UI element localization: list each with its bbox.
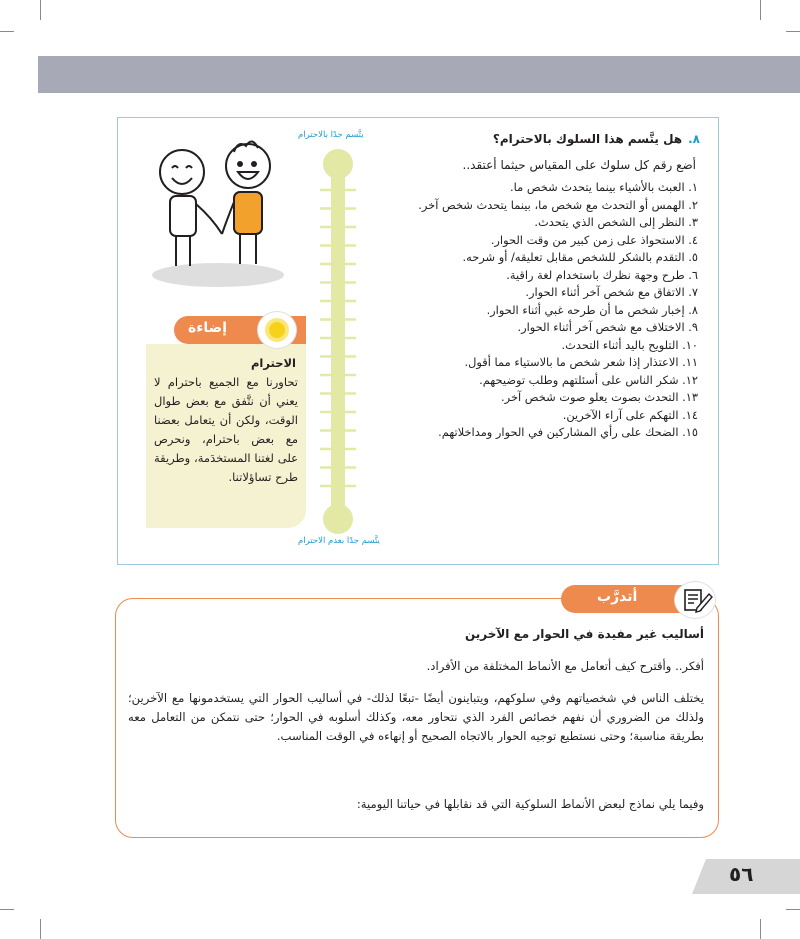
insight-body: تحاورنا مع الجميع باحترام لا يعني أن نتَّفق مع بعض طوال الوقت، ولكن أن يتعامل بعضنا مع بعض باحترام، ونحرص على لغتنا المستخدَمة، وطريقة طرح تساؤلاتنا. xyxy=(154,375,298,484)
behavior-item: ٨. إخبار شخص ما أن طرحه غبي أثناء الحوار. xyxy=(486,302,698,317)
insight-tab-label: إضاءة xyxy=(188,320,228,336)
page-number: ٥٦ xyxy=(729,862,754,886)
scale-top-label: يتَّسم جدًا بالاحترام xyxy=(298,130,364,140)
training-tab xyxy=(561,585,689,613)
behavior-item: ٦. طرح وجهة نظرك باستخدام لغة راقية. xyxy=(506,267,698,282)
behavior-item: ١٤. التهكم على آراء الآخرين. xyxy=(562,407,698,422)
insight-callout xyxy=(146,316,306,528)
activity-box xyxy=(117,117,719,565)
crop-mark xyxy=(40,919,41,939)
scale-top-circle xyxy=(323,149,353,179)
pencil-note-icon xyxy=(674,581,716,619)
behavior-item: ١٢. شكر الناس على أسئلتهم وطلب توضيحهم. xyxy=(479,372,698,387)
behavior-item: ٣. النظر إلى الشخص الذي يتحدث. xyxy=(534,215,698,229)
question-title xyxy=(493,132,700,146)
scale-bottom-label: يتَّسم جدًا بعدم الاحترام xyxy=(298,536,380,546)
behavior-item: ١١. الاعتذار إذا شعر شخص ما بالاستياء مما أقول. xyxy=(464,355,698,369)
behavior-item: ٤. الاستحواذ على زمن كبير من وقت الحوار. xyxy=(490,232,698,247)
behavior-item: ٥. التقدم بالشكر للشخص مقابل تعليقه/ أو شرحه. xyxy=(462,250,698,264)
behavior-list xyxy=(418,179,698,442)
question-instruction: أضع رقم كل سلوك على المقياس حيثما أعتقد.. xyxy=(462,158,696,172)
training-paragraph-2: يختلف الناس في شخصياتهم وفي سلوكهم، ويتباينون أيضًا -تبعًا لذلك- في أساليب الحوار التي يستخدمونها مع الآخرين؛ ولذلك من الضروري أن نفهم خصائص الفرد الذي نتحاور معه، وكذلك أسلوبه في الحوار؛ حتى نتمكن من التعامل معه بطريقة مناسبة؛ وحتى نستطيع توجيه الحوار بالاتجاه الصحيح أو إنهاءه في الوقت المناسب. xyxy=(128,691,704,743)
scale-bottom-circle xyxy=(323,504,353,534)
behavior-item: ٧. الاتفاق مع شخص آخر أثناء الحوار. xyxy=(525,285,698,299)
crop-mark xyxy=(40,0,41,20)
training-tab-label: أتدرَّب xyxy=(597,589,638,605)
crop-mark xyxy=(760,919,761,939)
training-box xyxy=(115,589,719,838)
behavior-item: ٩. الاختلاف مع شخص آخر أثناء الحوار. xyxy=(517,320,698,334)
behavior-item: ١٠. التلويح باليد أثناء التحدث. xyxy=(561,337,698,352)
behavior-item: ١. العبث بالأشياء بينما يتحدث شخص ما. xyxy=(510,180,698,194)
question-text: هل يتَّسم هذا السلوك بالاحترام؟ xyxy=(492,132,683,146)
friends-illustration xyxy=(146,140,286,290)
training-paragraph-3: وفيما يلي نماذج لبعض الأنماط السلوكية التي قد نقابلها في حياتنا اليومية: xyxy=(356,797,704,811)
training-paragraph-1: أفكر.. وأقترح كيف أتعامل مع الأنماط المختلفة من الأفراد. xyxy=(426,659,704,673)
question-number: ٨. xyxy=(688,132,700,146)
crop-mark xyxy=(786,909,800,910)
scale-bar xyxy=(331,156,345,532)
crop-mark xyxy=(760,0,761,20)
crop-mark xyxy=(786,31,800,32)
header-band xyxy=(38,56,800,93)
insight-title: الاحترام xyxy=(250,356,296,370)
respect-scale xyxy=(316,146,362,538)
behavior-item: ١٣. التحدث بصوت يعلو صوت شخص آخر. xyxy=(501,390,698,404)
crop-mark xyxy=(0,31,14,32)
behavior-item: ١٥. الضحك على رأي المشاركين في الحوار ومداخلاتهم. xyxy=(438,425,698,439)
training-title: أساليب غير مفيدة في الحوار مع الآخرين xyxy=(464,627,704,641)
crop-mark xyxy=(0,909,14,910)
behavior-item: ٢. الهمس أو التحدث مع شخص ما، بينما يتحدث شخص آخر. xyxy=(418,197,698,212)
sun-icon xyxy=(258,312,296,348)
